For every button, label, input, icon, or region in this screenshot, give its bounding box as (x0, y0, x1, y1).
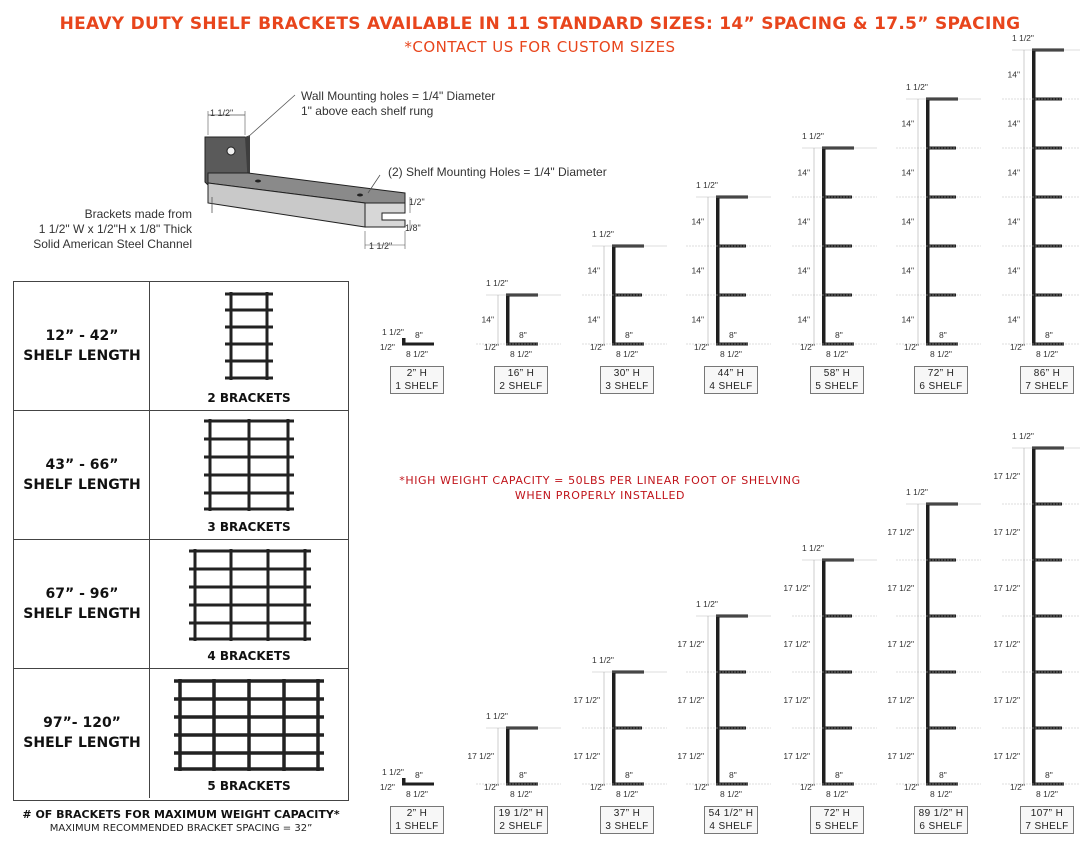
detail-dim-height: 1/2" (409, 197, 425, 207)
bracket-size-caption (704, 806, 758, 834)
base-length-label: 8 1/2" (720, 349, 742, 359)
spacing-label: 17 1/2" (783, 751, 810, 761)
weight-capacity-note-2: WHEN PROPERLY INSTALLED (514, 489, 686, 502)
spacing-label: 14" (797, 265, 810, 276)
bracket-height: 19 1/2” H (498, 808, 544, 819)
spacing-label: 14" (691, 216, 704, 227)
footer-spacing-note: MAXIMUM RECOMMENDED BRACKET SPACING = 32” (49, 823, 313, 834)
spacing-label: 17 1/2" (887, 583, 914, 593)
bracket-height: 2” H (406, 368, 428, 379)
bracket-shelf-count: 5 SHELF (815, 821, 859, 832)
spacing-label: 17 1/2" (887, 527, 914, 537)
base-length-label: 8 1/2" (1036, 349, 1058, 359)
wall-holes-note: Wall Mounting holes = 1/4" Diameter (301, 89, 496, 103)
bracket-height: 37” H (613, 808, 641, 819)
top-width-label: 1 1/2" (802, 543, 824, 553)
spacing-label: 14" (901, 167, 914, 178)
bracket-shelf-count: 3 SHELF (605, 381, 649, 392)
spacing-label: 14" (587, 265, 600, 276)
bracket-size-caption (494, 806, 548, 834)
spacing-label: 14" (1007, 314, 1020, 325)
lip-label: 1/2" (590, 782, 605, 792)
spacing-label: 14" (587, 314, 600, 325)
spacing-label: 14" (797, 167, 810, 178)
spacing-label: 17 1/2" (783, 639, 810, 649)
bracket-size-caption (600, 366, 654, 394)
bracket-upright (716, 197, 720, 344)
spacing-label: 17 1/2" (573, 695, 600, 705)
spacing-label: 14" (901, 118, 914, 129)
bracket-shelf-count: 1 SHELF (395, 821, 439, 832)
bracket-height: 30” H (613, 368, 641, 379)
bracket-upright (926, 504, 930, 784)
shelf-length-range: 67” - 96” (45, 586, 119, 602)
shelf-holes-note: (2) Shelf Mounting Holes = 1/4" Diameter (388, 165, 607, 179)
rung-label: 8" (1045, 330, 1053, 340)
bracket-size-caption (390, 806, 444, 834)
top-width-label: 1 1/2" (486, 278, 508, 288)
page-subtitle: *CONTACT US FOR CUSTOM SIZES (404, 38, 676, 56)
bracket-shelf-count: 4 SHELF (709, 821, 753, 832)
spacing-label: 14" (691, 314, 704, 325)
detail-dim-thickness: 1/8" (405, 223, 421, 233)
bracket-upright (506, 728, 510, 784)
material-note-2: 1 1/2" W x 1/2"H x 1/8" Thick (38, 222, 192, 236)
shelf-length-caption: SHELF LENGTH (23, 606, 141, 622)
lip-label: 1/2" (694, 342, 709, 352)
rung-label: 8" (519, 770, 527, 780)
top-width-label: 1 1/2" (696, 180, 718, 190)
bracket-shelf-count: 6 SHELF (919, 821, 963, 832)
bracket-size-caption (1020, 806, 1074, 834)
spacing-label: 17 1/2" (783, 695, 810, 705)
spacing-label: 17 1/2" (993, 471, 1020, 481)
spacing-label: 14" (1007, 216, 1020, 227)
material-note-1: Brackets made from (84, 207, 192, 221)
bracket-shelf-count: 5 SHELF (815, 381, 859, 392)
lip-label: 1/2" (904, 782, 919, 792)
base-length-label: 8 1/2" (826, 789, 848, 799)
bracket-shelf-count: 3 SHELF (605, 821, 649, 832)
spacing-label: 17 1/2" (993, 583, 1020, 593)
bracket-shelf-count: 6 SHELF (919, 381, 963, 392)
rung-label: 8" (939, 770, 947, 780)
bracket-count: 4 BRACKETS (207, 649, 291, 663)
lip-label: 1/2" (1010, 782, 1025, 792)
bracket-height: 86” H (1033, 368, 1061, 379)
lip-label: 1/2" (380, 782, 395, 792)
bracket-height: 16” H (507, 368, 535, 379)
rung-label: 8" (729, 770, 737, 780)
bracket-count: 2 BRACKETS (207, 391, 291, 405)
bracket-size-caption (494, 366, 548, 394)
spacing-label: 17 1/2" (993, 639, 1020, 649)
top-width-label: 1 1/2" (802, 131, 824, 141)
spacing-label: 14" (901, 216, 914, 227)
lip-label: 1/2" (800, 782, 815, 792)
top-width-label: 1 1/2" (486, 711, 508, 721)
top-width-label: 1 1/2" (382, 767, 404, 777)
lip-label: 1/2" (904, 342, 919, 352)
spacing-label: 17 1/2" (467, 751, 494, 761)
bracket-rung (402, 783, 434, 786)
base-length-label: 8 1/2" (616, 349, 638, 359)
bracket-height: 107” H (1030, 808, 1064, 819)
bracket-rung (402, 343, 434, 346)
lip-label: 1/2" (694, 782, 709, 792)
bracket-size-caption (1020, 366, 1074, 394)
bracket-upright (506, 295, 510, 344)
bracket-upright (716, 616, 720, 784)
bracket-height: 58” H (823, 368, 851, 379)
spacing-label: 14" (691, 265, 704, 276)
spacing-label: 17 1/2" (573, 751, 600, 761)
bracket-size-caption (914, 366, 968, 394)
spacing-label: 14" (1007, 69, 1020, 80)
spacing-label: 14" (1007, 167, 1020, 178)
lip-label: 1/2" (484, 782, 499, 792)
top-width-label: 1 1/2" (592, 655, 614, 665)
base-length-label: 8 1/2" (1036, 789, 1058, 799)
base-length-label: 8 1/2" (826, 349, 848, 359)
spacing-label: 14" (1007, 265, 1020, 276)
lip-label: 1/2" (590, 342, 605, 352)
bracket-shelf-count: 7 SHELF (1025, 381, 1069, 392)
weight-capacity-note: *HIGH WEIGHT CAPACITY = 50LBS PER LINEAR FOOT OF SHELVING (399, 474, 801, 487)
bracket-shelf-count: 1 SHELF (395, 381, 439, 392)
spacing-label: 17 1/2" (887, 695, 914, 705)
bracket-upright (926, 99, 930, 344)
top-width-label: 1 1/2" (906, 82, 928, 92)
rung-label: 8" (835, 770, 843, 780)
spacing-label: 14" (1007, 118, 1020, 129)
top-width-label: 1 1/2" (592, 229, 614, 239)
spacing-label: 17 1/2" (993, 695, 1020, 705)
bracket-shelf-count: 2 SHELF (499, 821, 543, 832)
bracket-size-caption (600, 806, 654, 834)
page-title: HEAVY DUTY SHELF BRACKETS AVAILABLE IN 11 STANDARD SIZES: 14” SPACING & 17.5” SPACING (59, 14, 1021, 34)
spacing-label: 17 1/2" (887, 751, 914, 761)
rung-label: 8" (729, 330, 737, 340)
bracket-size-caption (810, 806, 864, 834)
rung-label: 8" (1045, 770, 1053, 780)
lip-label: 1/2" (380, 342, 395, 352)
shelf-length-range: 97”- 120” (43, 715, 121, 731)
rung-label: 8" (939, 330, 947, 340)
detail-dim-width: 1 1/2" (369, 241, 393, 251)
spacing-label: 17 1/2" (783, 583, 810, 593)
material-note-3: Solid American Steel Channel (33, 237, 192, 251)
bracket-size-caption (704, 366, 758, 394)
shelf-length-caption: SHELF LENGTH (23, 477, 141, 493)
bracket-shelf-count: 2 SHELF (499, 381, 543, 392)
bracket-height: 54 1/2” H (708, 808, 754, 819)
spacing-label: 17 1/2" (677, 639, 704, 649)
spacing-label: 14" (797, 314, 810, 325)
base-length-label: 8 1/2" (720, 789, 742, 799)
rung-label: 8" (625, 770, 633, 780)
rung-label: 8" (625, 330, 633, 340)
rung-label: 8" (519, 330, 527, 340)
base-length-label: 8 1/2" (930, 789, 952, 799)
rung-label: 8" (415, 330, 423, 340)
spacing-label: 17 1/2" (887, 639, 914, 649)
base-length-label: 8 1/2" (406, 349, 428, 359)
bracket-height: 72” H (927, 368, 955, 379)
bracket-size-caption (914, 806, 968, 834)
base-length-label: 8 1/2" (510, 789, 532, 799)
bracket-count: 5 BRACKETS (207, 779, 291, 793)
spacing-label: 14" (901, 314, 914, 325)
base-length-label: 8 1/2" (406, 789, 428, 799)
lip-label: 1/2" (800, 342, 815, 352)
rung-label: 8" (835, 330, 843, 340)
spacing-label: 17 1/2" (993, 527, 1020, 537)
spacing-label: 17 1/2" (677, 695, 704, 705)
top-width-label: 1 1/2" (1012, 33, 1034, 43)
shelf-length-caption: SHELF LENGTH (23, 735, 141, 751)
bracket-height: 2” H (406, 808, 428, 819)
footer-note: # OF BRACKETS FOR MAXIMUM WEIGHT CAPACITY* (22, 808, 340, 821)
detail-dim-top: 1 1/2" (210, 108, 234, 118)
top-width-label: 1 1/2" (1012, 431, 1034, 441)
lip-label: 1/2" (1010, 342, 1025, 352)
base-length-label: 8 1/2" (616, 789, 638, 799)
shelf-length-range: 43” - 66” (45, 457, 119, 473)
bracket-height: 44” H (717, 368, 745, 379)
rung-label: 8" (415, 770, 423, 780)
top-width-label: 1 1/2" (382, 327, 404, 337)
lip-label: 1/2" (484, 342, 499, 352)
bracket-shelf-count: 7 SHELF (1025, 821, 1069, 832)
bracket-shelf-count: 4 SHELF (709, 381, 753, 392)
shelf-length-caption: SHELF LENGTH (23, 348, 141, 364)
wall-holes-note-2: 1" above each shelf rung (301, 104, 434, 118)
bracket-size-caption (810, 366, 864, 394)
spacing-label: 14" (901, 265, 914, 276)
top-width-label: 1 1/2" (696, 599, 718, 609)
shelf-length-range: 12” - 42” (45, 328, 119, 344)
bracket-height: 72” H (823, 808, 851, 819)
base-length-label: 8 1/2" (930, 349, 952, 359)
spacing-label: 17 1/2" (993, 751, 1020, 761)
spacing-label: 14" (797, 216, 810, 227)
spacing-label: 17 1/2" (677, 751, 704, 761)
spacing-label: 14" (481, 314, 494, 325)
bracket-size-caption (390, 366, 444, 394)
base-length-label: 8 1/2" (510, 349, 532, 359)
bracket-height: 89 1/2” H (918, 808, 964, 819)
top-width-label: 1 1/2" (906, 487, 928, 497)
bracket-count: 3 BRACKETS (207, 520, 291, 534)
